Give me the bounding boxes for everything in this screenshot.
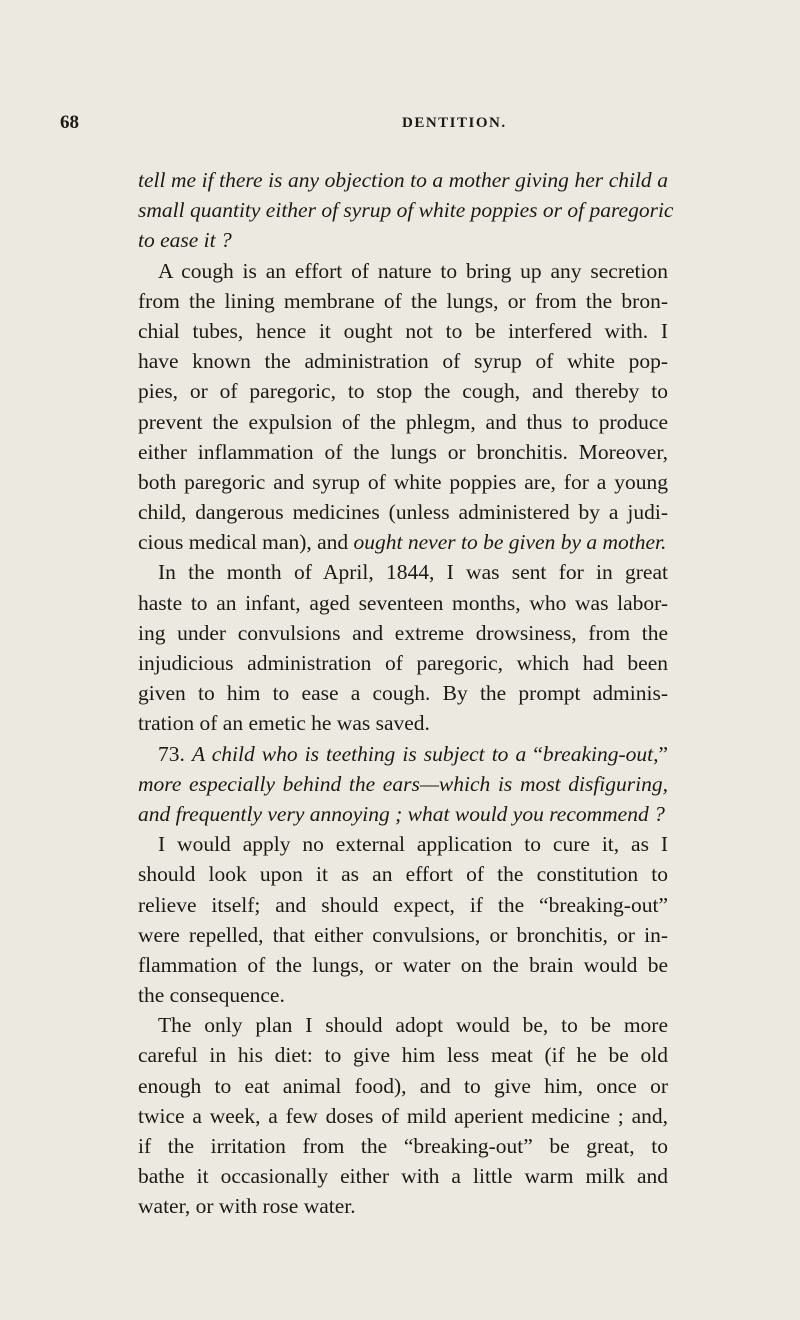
text-segment: were repelled, that either convulsions, or bronchitis, or in- bbox=[138, 922, 668, 947]
text-segment: twice a week, a few doses of mild aperient medicine ; and, bbox=[138, 1103, 668, 1128]
text-segment: prevent the expulsion of the phlegm, and thus to produce bbox=[138, 409, 668, 434]
text-segment: The only plan I should adopt would be, to be more bbox=[158, 1013, 668, 1038]
text-line bbox=[138, 678, 668, 708]
text-segment: have known the administration of syrup of white pop- bbox=[138, 349, 668, 374]
italic-text-segment: ought never to be given by a mother. bbox=[353, 530, 667, 555]
text-line bbox=[138, 165, 668, 195]
text-segment: if the irritation from the “breaking-out” be great, to bbox=[138, 1134, 668, 1158]
italic-text-segment: tell me if there is any objection to a mother giving her child a bbox=[138, 168, 668, 192]
text-segment: bathe it occasionally either with a little warm milk and bbox=[138, 1164, 668, 1189]
text-line bbox=[138, 980, 668, 1010]
text-segment: pies, or of paregoric, to stop the cough, and thereby to bbox=[138, 379, 668, 404]
text-line bbox=[138, 588, 668, 618]
text-line bbox=[138, 376, 668, 406]
text-segment: relieve itself; and should expect, if the “breaking-out” bbox=[138, 892, 668, 917]
text-segment: should look upon it as an effort of the constitution to bbox=[138, 862, 668, 887]
page-header bbox=[60, 112, 740, 142]
italic-text-segment: A child who is teething is subject to a bbox=[191, 741, 534, 766]
italic-text-segment: small quantity either of syrup of white poppies or of paregoric bbox=[138, 198, 674, 223]
text-segment: haste to an infant, aged seventeen months, who was labor- bbox=[138, 590, 668, 615]
text-line bbox=[138, 920, 668, 950]
text-line bbox=[138, 890, 668, 920]
text-line bbox=[138, 739, 668, 769]
text-line bbox=[138, 829, 668, 859]
text-line bbox=[138, 618, 668, 648]
text-line bbox=[138, 557, 668, 587]
text-line bbox=[138, 225, 668, 255]
text-line bbox=[138, 859, 668, 889]
text-line bbox=[138, 467, 668, 497]
text-segment: both paregoric and syrup of white poppies are, for a young bbox=[138, 469, 668, 494]
italic-text-segment: and frequently very annoying ; what would you recommend ? bbox=[138, 801, 665, 826]
text-segment: ing under convulsions and extreme drowsiness, from the bbox=[138, 620, 668, 645]
text-line bbox=[138, 346, 668, 376]
text-line bbox=[138, 769, 668, 799]
text-segment: water, or with rose water. bbox=[138, 1194, 356, 1219]
text-segment: given to him to ease a cough. By the prompt adminis- bbox=[138, 681, 668, 706]
text-segment: A cough is an effort of nature to bring up any secretion bbox=[158, 258, 668, 283]
text-line bbox=[138, 799, 668, 829]
text-segment: flammation of the lungs, or water on the brain would be bbox=[138, 952, 668, 977]
text-line bbox=[138, 195, 674, 225]
text-segment: ” bbox=[658, 741, 669, 766]
text-segment: “ bbox=[533, 741, 543, 766]
text-line bbox=[138, 407, 668, 437]
text-line bbox=[138, 316, 668, 346]
text-segment: tration of an emetic he was saved. bbox=[138, 711, 430, 736]
text-segment: either inflammation of the lungs or bronchitis. Moreover, bbox=[138, 439, 668, 464]
text-segment: careful in his diet: to give him less meat (if he be old bbox=[138, 1043, 668, 1068]
text-segment: cious medical man), and bbox=[138, 530, 354, 555]
body-text bbox=[138, 165, 674, 1222]
italic-text-segment: to ease it ? bbox=[138, 228, 232, 253]
text-line bbox=[138, 527, 668, 557]
text-line bbox=[138, 1071, 668, 1101]
text-segment: the consequence. bbox=[138, 983, 285, 1008]
page-number: 68 bbox=[60, 112, 79, 133]
text-line bbox=[138, 648, 668, 678]
text-line bbox=[138, 1101, 668, 1131]
text-line bbox=[138, 708, 668, 738]
text-line bbox=[138, 437, 668, 467]
text-line bbox=[138, 1191, 668, 1221]
text-line bbox=[138, 1040, 668, 1070]
italic-text-segment: more especially behind the ears—which is most disfiguring, bbox=[138, 771, 668, 796]
text-segment: child, dangerous medicines (unless administered by a judi- bbox=[138, 500, 668, 525]
text-line bbox=[138, 950, 668, 980]
text-segment: from the lining membrane of the lungs, or from the bron- bbox=[138, 288, 668, 313]
text-line bbox=[138, 1131, 668, 1161]
text-line bbox=[138, 256, 668, 286]
text-line bbox=[138, 497, 668, 527]
text-segment: In the month of April, 1844, I was sent for in great bbox=[158, 560, 668, 585]
text-line bbox=[138, 1161, 668, 1191]
text-line bbox=[138, 1010, 668, 1040]
text-line bbox=[138, 286, 668, 316]
running-title: DENTITION. bbox=[402, 115, 507, 131]
text-segment: 73. bbox=[158, 741, 192, 766]
text-segment: I would apply no external application to cure it, as I bbox=[158, 832, 668, 857]
text-segment: chial tubes, hence it ought not to be interfered with. I bbox=[138, 318, 668, 343]
italic-text-segment: breaking-out, bbox=[542, 741, 659, 766]
text-segment: injudicious administration of paregoric, which had been bbox=[138, 651, 668, 675]
text-segment: enough to eat animal food), and to give him, once or bbox=[138, 1073, 668, 1098]
